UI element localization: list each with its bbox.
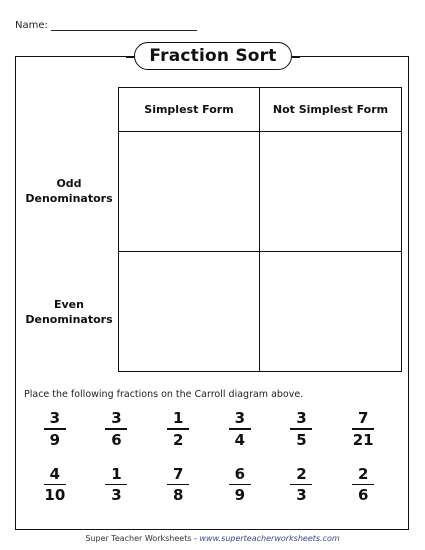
fraction-bar bbox=[105, 428, 127, 430]
fraction-item[interactable] bbox=[352, 466, 374, 505]
carroll-diagram bbox=[24, 87, 402, 372]
row-label-odd-line2: Denominators bbox=[25, 192, 113, 205]
fraction-item[interactable] bbox=[44, 410, 66, 449]
row-label-even bbox=[24, 251, 118, 372]
footer-brand: Super Teacher Worksheets - bbox=[85, 534, 200, 543]
fraction-list bbox=[24, 410, 394, 504]
fraction-bar bbox=[352, 484, 374, 486]
denominator: 21 bbox=[352, 430, 374, 449]
denominator: 6 bbox=[357, 486, 369, 505]
numerator: 4 bbox=[49, 464, 61, 483]
cell-odd-not-simplest[interactable] bbox=[260, 131, 402, 251]
denominator: 5 bbox=[296, 430, 307, 449]
numerator: 3 bbox=[111, 409, 122, 427]
fraction-item[interactable] bbox=[44, 466, 66, 505]
diagram-corner bbox=[24, 87, 118, 131]
cell-odd-simplest[interactable] bbox=[118, 131, 260, 251]
denominator: 10 bbox=[44, 486, 66, 505]
numerator: 3 bbox=[234, 409, 246, 427]
fraction-item[interactable] bbox=[167, 466, 189, 505]
fraction-item[interactable] bbox=[105, 466, 127, 505]
denominator: 8 bbox=[172, 486, 184, 505]
fraction-item[interactable] bbox=[290, 410, 312, 449]
numerator: 1 bbox=[111, 464, 122, 483]
numerator: 7 bbox=[172, 464, 184, 483]
fraction-bar bbox=[229, 428, 251, 430]
numerator: 3 bbox=[296, 409, 307, 427]
cell-even-not-simplest[interactable] bbox=[260, 251, 402, 372]
row-label-odd bbox=[24, 131, 118, 251]
fraction-item[interactable] bbox=[229, 410, 251, 449]
denominator: 2 bbox=[172, 430, 184, 449]
fraction-bar bbox=[167, 484, 189, 486]
col-header-not-simplest: Not Simplest Form bbox=[260, 87, 402, 131]
numerator: 7 bbox=[357, 409, 369, 427]
numerator: 1 bbox=[172, 409, 184, 427]
denominator: 9 bbox=[49, 430, 61, 449]
cell-even-simplest[interactable] bbox=[118, 251, 260, 372]
fraction-bar bbox=[352, 428, 374, 430]
worksheet-title: Fraction Sort bbox=[134, 42, 292, 70]
footer bbox=[0, 534, 425, 543]
fraction-item[interactable] bbox=[229, 466, 251, 505]
fraction-item[interactable] bbox=[352, 410, 374, 449]
fraction-item[interactable] bbox=[105, 410, 127, 449]
row-label-even-line1: Even bbox=[54, 297, 84, 311]
row-label-odd-line1: Odd bbox=[56, 177, 82, 190]
numerator: 2 bbox=[357, 464, 369, 483]
col-header-simplest: Simplest Form bbox=[118, 87, 260, 131]
denominator: 3 bbox=[111, 486, 122, 505]
row-label-even-line2: Denominators bbox=[25, 312, 113, 326]
numerator: 6 bbox=[234, 464, 246, 483]
numerator: 2 bbox=[296, 464, 307, 483]
fraction-bar bbox=[290, 428, 312, 430]
fraction-item[interactable] bbox=[167, 410, 189, 449]
numerator: 3 bbox=[49, 409, 61, 427]
fraction-item[interactable] bbox=[290, 466, 312, 505]
fraction-bar bbox=[44, 428, 66, 430]
denominator: 4 bbox=[234, 430, 246, 449]
footer-link[interactable]: www.superteacherworksheets.com bbox=[199, 534, 340, 543]
fraction-bar bbox=[44, 484, 66, 486]
fraction-bar bbox=[229, 484, 251, 486]
fraction-bar bbox=[290, 484, 312, 486]
name-label: Name: bbox=[15, 20, 48, 31]
fraction-bar bbox=[167, 428, 189, 430]
name-blank-line[interactable] bbox=[51, 20, 197, 31]
fraction-bar bbox=[105, 484, 127, 486]
denominator: 9 bbox=[234, 486, 246, 505]
instructions-text: Place the following fractions on the Carroll diagram above. bbox=[24, 389, 304, 400]
denominator: 6 bbox=[111, 430, 122, 449]
denominator: 3 bbox=[296, 486, 307, 505]
name-field bbox=[15, 20, 197, 31]
